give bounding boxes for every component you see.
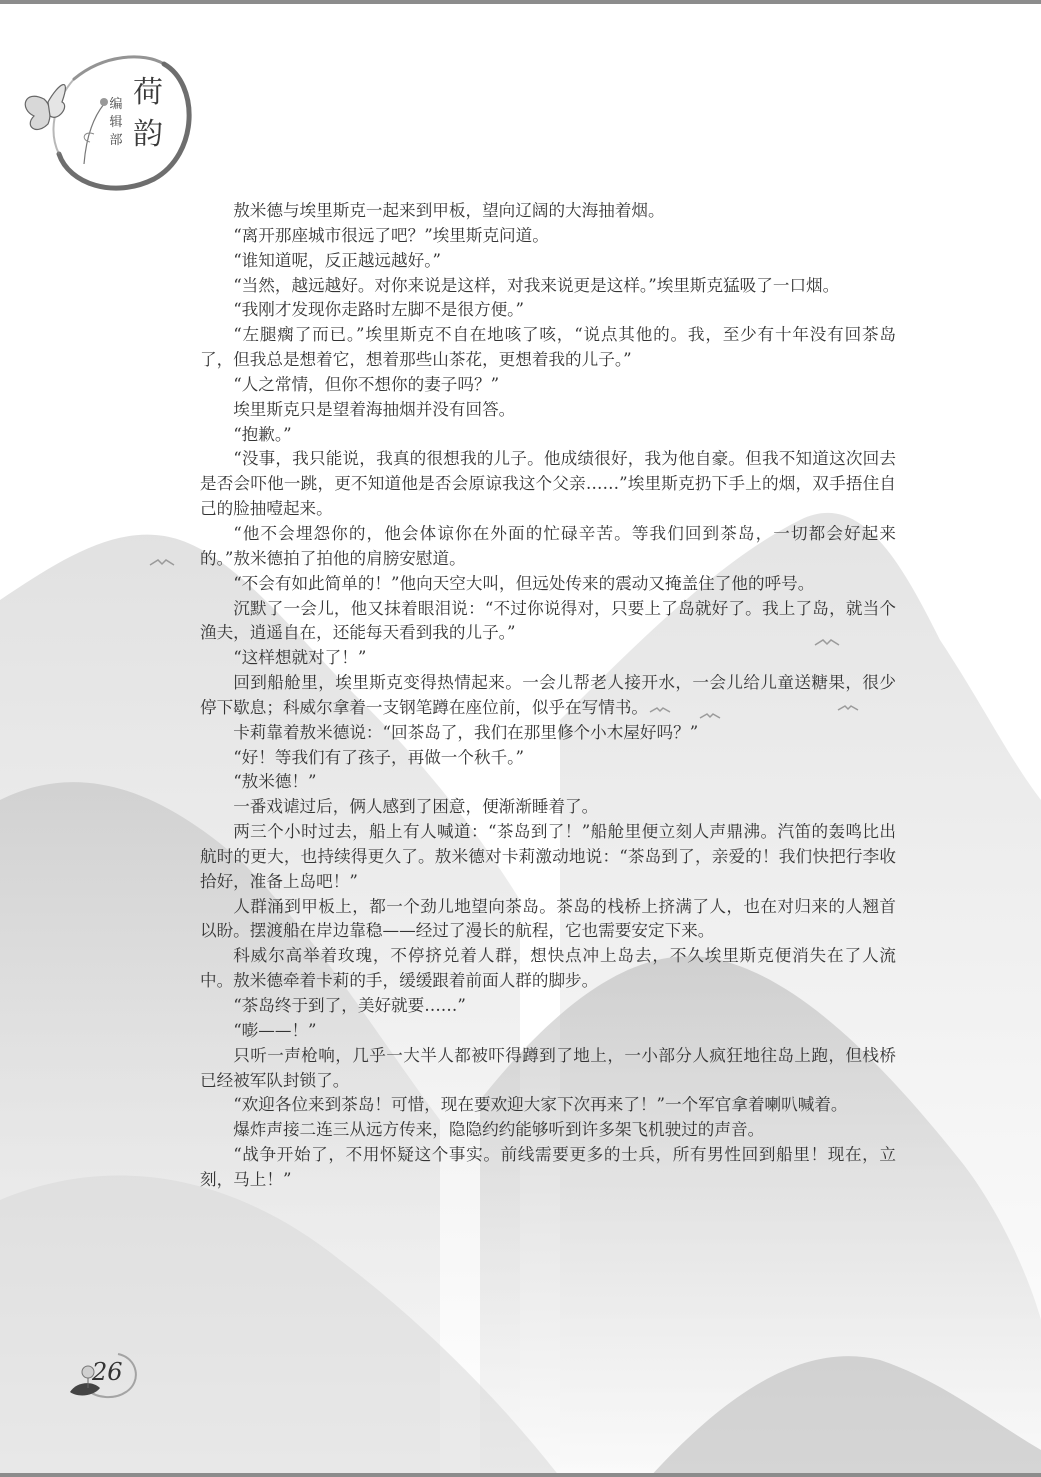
paragraph: “敖米德！” (233, 772, 317, 792)
paragraph: “不会有如此简单的！”他向天空大叫，但远处传来的震动又掩盖住了他的呼号。 (233, 573, 815, 593)
paragraph: 两三个小时过去，船上有人喊道：“茶岛到了！”船舱里便立刻人声鼎沸。汽笛的轰鸣比出航时的更大，也持续得更久了。敖米德对卡莉激动地说：“茶岛到了，亲爱的！我们快把行李收拾好，准备上岛吧！” (200, 822, 896, 891)
paragraph: “当然，越远越好。对你来说是这样，对我来说更是这样。”埃里斯克猛吸了一口烟。 (233, 275, 840, 295)
paragraph: “嘭——！” (233, 1020, 317, 1040)
bottom-rule (0, 1473, 1041, 1477)
paragraph: 敖米德与埃里斯克一起来到甲板，望向辽阔的大海抽着烟。 (233, 201, 665, 220)
paragraph: 卡莉靠着敖米德说：“回茶岛了，我们在那里修个小木屋好吗？” (233, 722, 699, 742)
paragraph: “茶岛终于到了，美好就要……” (233, 996, 466, 1015)
paragraph: “好！等我们有了孩子，再做一个秋千。” (233, 747, 524, 767)
paragraph: “左腿瘸了而已。”埃里斯克不自在地咳了咳，“说点其他的。我，至少有十年没有回茶岛了，但我总是想着它，想着那些山茶花，更想着我的儿子。” (200, 325, 896, 370)
paragraph: 只听一声枪响，几乎一大半人都被吓得蹲到了地上，一小部分人疯狂地往岛上跑，但栈桥已经被军队封锁了。 (200, 1045, 896, 1090)
page-number: 26 (92, 1358, 123, 1386)
logo-title: 荷韵 (133, 75, 163, 152)
paragraph: “这样想就对了！” (233, 648, 367, 668)
logo-subtitle: 编辑部 (109, 97, 123, 148)
paragraph: “他不会埋怨你的，他会体谅你在外面的忙碌辛苦。等我们回到茶岛，一切都会好起来的。”敖米德拍了拍他的肩膀安慰道。 (200, 523, 896, 568)
paragraph: “战争开始了，不用怀疑这个事实。前线需要更多的士兵，所有男性回到船里！现在，立刻，马上！” (200, 1145, 896, 1189)
paragraph: 沉默了一会儿，他又抹着眼泪说：“不过你说得对，只要上了岛就好了。我上了岛，就当个渔夫，逍遥自在，还能每天看到我的儿子。” (200, 598, 896, 643)
paragraph: “没事，我只能说，我真的很想我的儿子。他成绩很好，我为他自豪。但我不知道这次回去是否会吓他一跳，更不知道他是否会原谅我这个父亲……”埃里斯克扔下手上的烟，双手捂住自己的脸抽噎起来。 (200, 449, 896, 519)
article-body (200, 199, 896, 1193)
paragraph: “谁知道呢，反正越远越好。” (233, 250, 441, 270)
paragraph: 埃里斯克只是望着海抽烟并没有回答。 (233, 399, 516, 419)
paragraph: “人之常情，但你不想你的妻子吗？” (233, 374, 500, 394)
paragraph: 回到船舱里，埃里斯克变得热情起来。一会儿帮老人接开水，一会儿给儿童送糖果，很少停下歇息；科威尔拿着一支钢笔蹲在座位前，似乎在写情书。 (200, 673, 896, 717)
paragraph: 科威尔高举着玫瑰，不停挤兑着人群，想快点冲上岛去，不久埃里斯克便消失在了人流中。敖米德牵着卡莉的手，缓缓跟着前面人群的脚步。 (200, 946, 896, 991)
paragraph: “我刚才发现你走路时左脚不是很方便。” (233, 300, 524, 320)
paragraph: 一番戏谑过后，俩人感到了困意，便渐渐睡着了。 (233, 797, 599, 817)
paragraph: 人群涌到甲板上，都一个劲儿地望向茶岛。茶岛的栈桥上挤满了人，也在对归来的人翘首以盼。摆渡船在岸边靠稳——经过了漫长的航程，它也需要安定下来。 (200, 896, 896, 941)
paragraph: 爆炸声接二连三从远方传来，隐隐约约能够听到许多架飞机驶过的声音。 (233, 1120, 765, 1140)
paragraph: “欢迎各位来到茶岛！可惜，现在要欢迎大家下次再来了！”一个军官拿着喇叭喊着。 (233, 1095, 848, 1115)
paragraph: “离开那座城市很远了吧？”埃里斯克问道。 (233, 225, 549, 245)
paragraph: “抱歉。” (233, 424, 292, 444)
